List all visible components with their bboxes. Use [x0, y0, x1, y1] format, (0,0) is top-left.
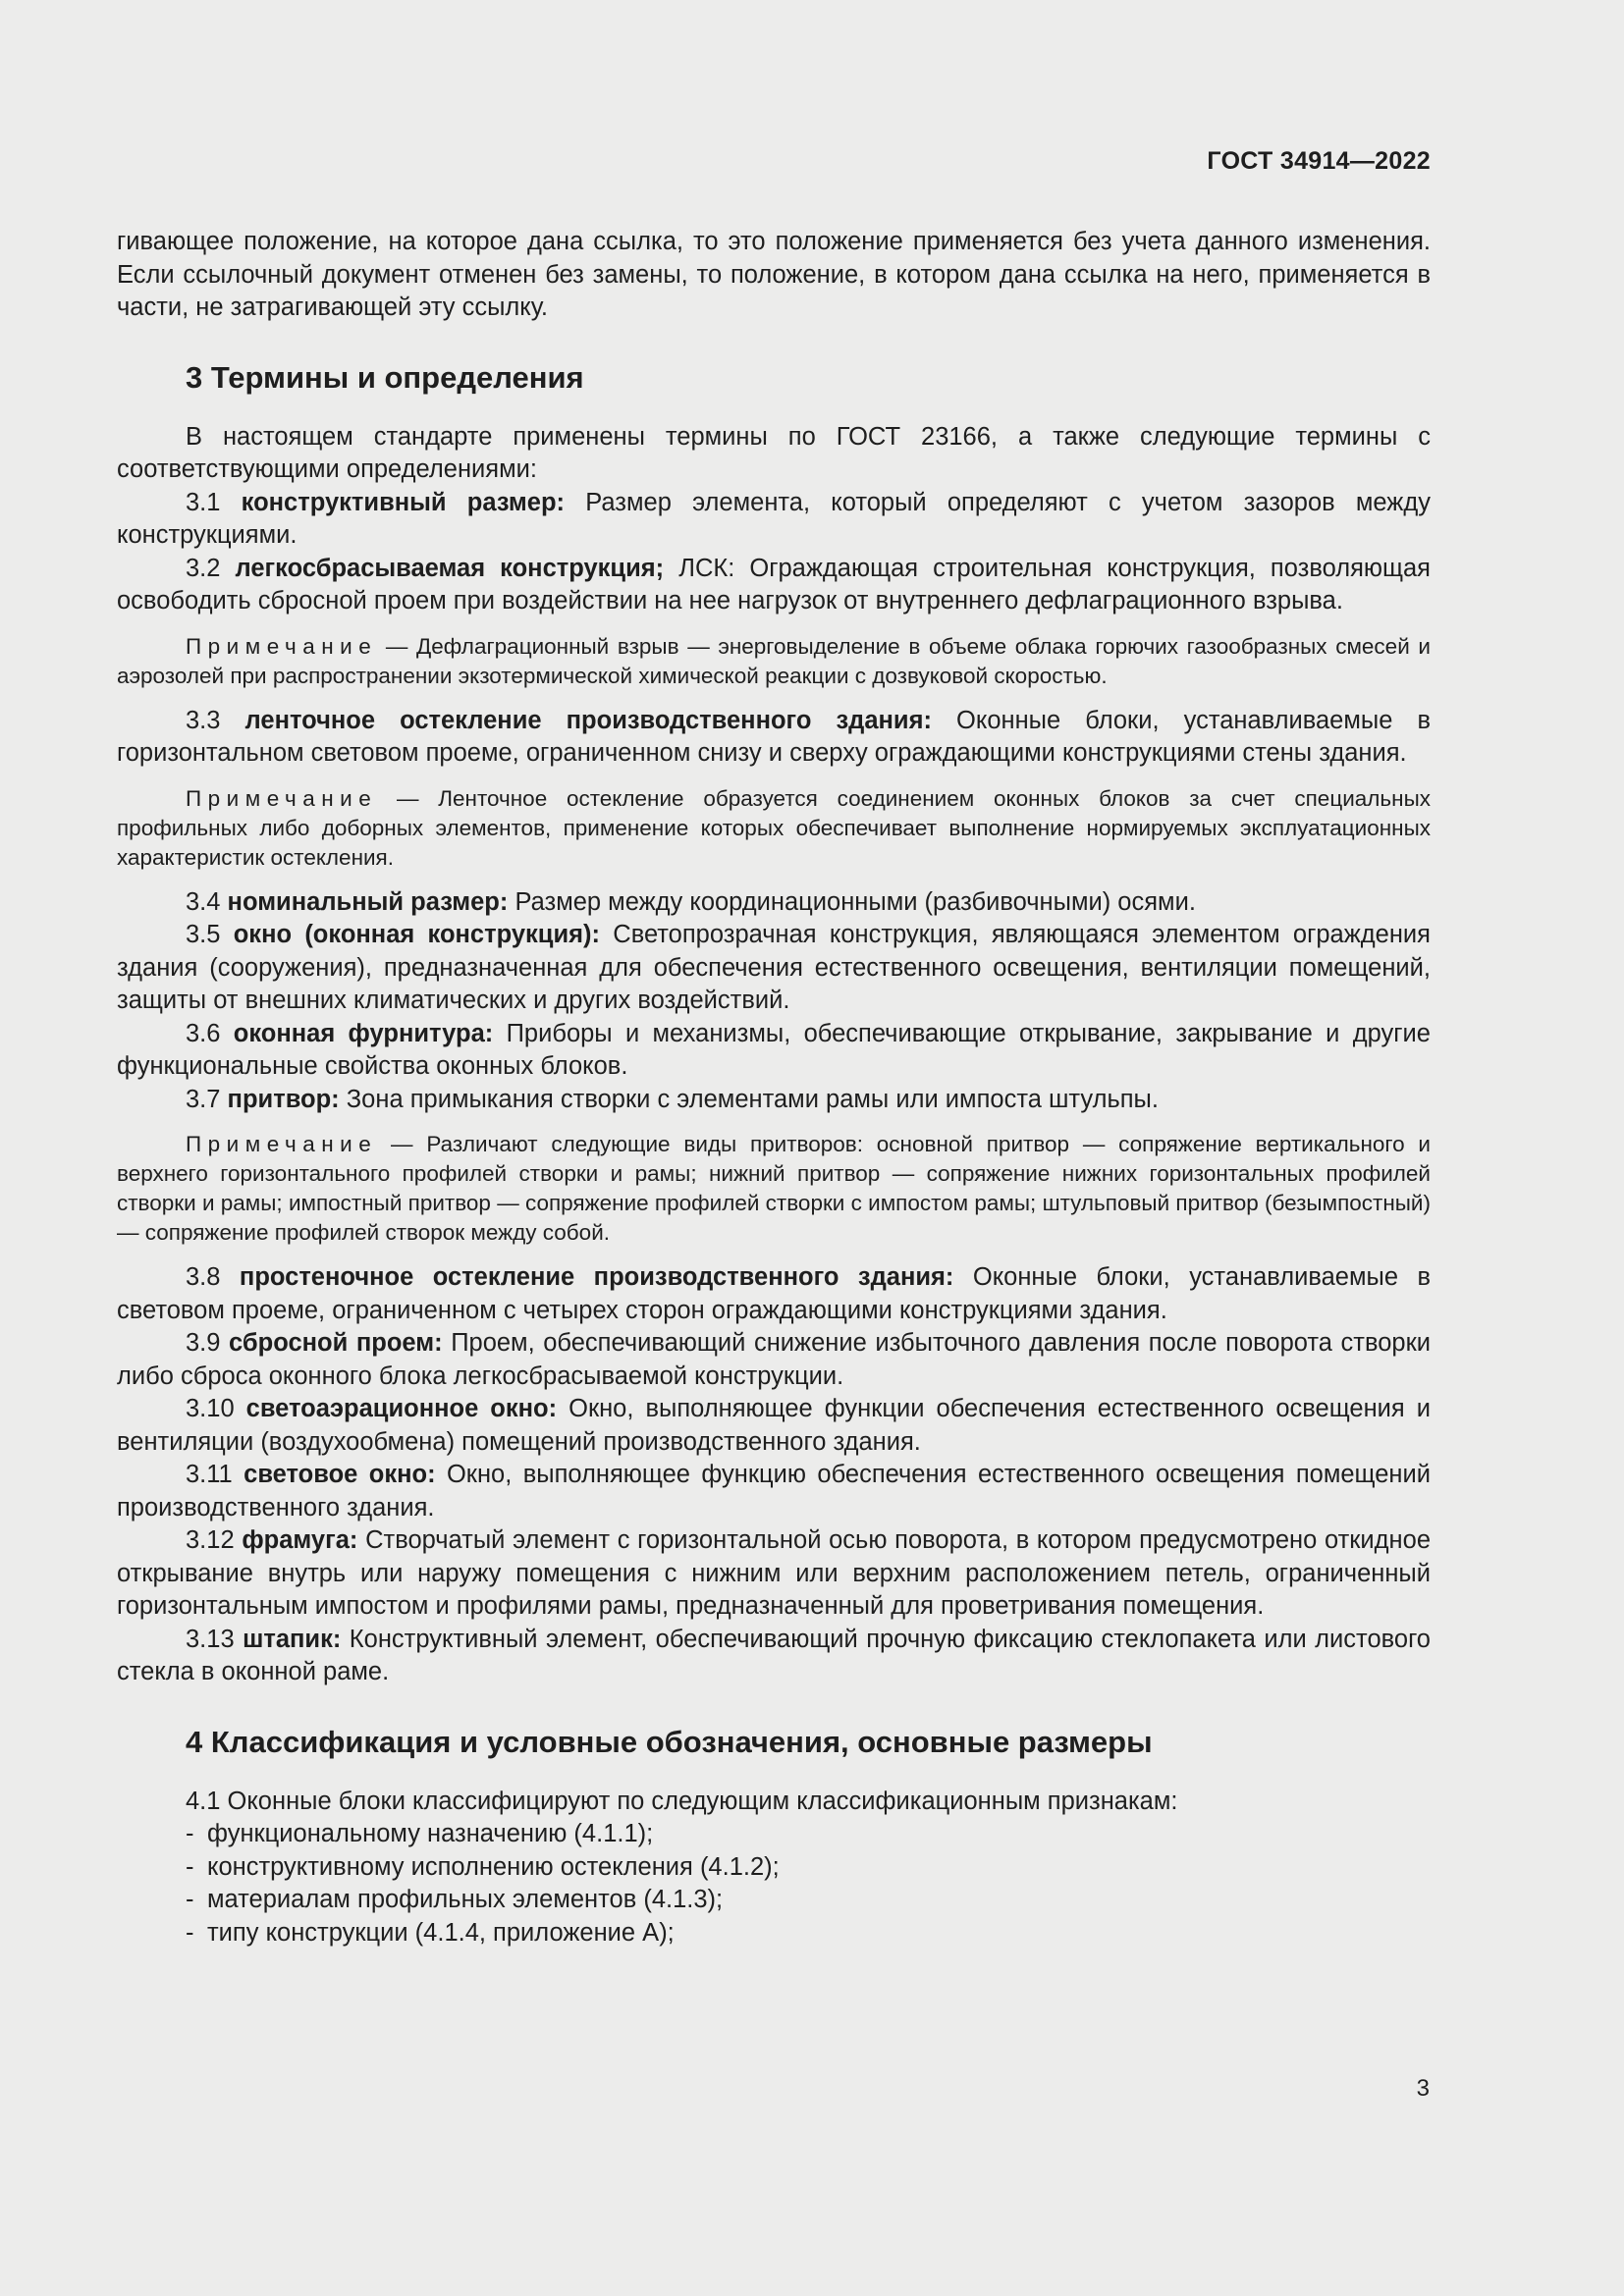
term-3-13: 3.13 штапик: Конструктивный элемент, обеспечивающий прочную фиксацию стеклопакета или листового стекла в оконной раме.	[117, 1625, 1431, 1685]
section-4-lead: 4.1 Оконные блоки классифицируют по следующим классификационным признакам:	[186, 1787, 1178, 1815]
list-item: - типу конструкции (4.1.4, приложение А);	[186, 1918, 675, 1947]
term-3-8: 3.8 простеночное остекление производственного здания: Оконные блоки, устанавливаемые в световом проеме, ограниченном с четырех сторон ограждающими конструкциями здания.	[117, 1263, 1432, 1324]
document-header: ГОСТ 34914—2022	[1207, 147, 1431, 175]
note-2: Примечание — Ленточное остекление образуется соединением оконных блоков за счет специальных профильных либо доборных элементов, применение которых обеспечивает выполнение нормируемых эксплуатационных характеристик остекления.	[117, 785, 1431, 870]
page-number: 3	[1416, 2075, 1430, 2102]
page-content	[117, 226, 1431, 1949]
note-3: Примечание — Различают следующие виды притворов: основной притвор — сопряжение вертикального и верхнего горизонтального профилей створки и рамы; нижний притвор — сопряжение нижних горизонтальных профилей створки и рамы; импостный притвор — сопряжение профилей створки с импостом рамы; штульповый притвор (безымпостный) — сопряжение профилей створок между собой.	[117, 1132, 1431, 1245]
list-item: - функциональному назначению (4.1.1);	[186, 1820, 654, 1847]
term-3-4: 3.4 номинальный размер: Размер между координационными (разбивочными) осями.	[186, 887, 1196, 916]
section-3-lead: В настоящем стандарте применены термины по ГОСТ 23166, а также следующие термины с соответствующими определениями:	[117, 422, 1431, 483]
term-3-12: 3.12 фрамуга: Створчатый элемент с горизонтальной осью поворота, в котором предусмотрено откидное открывание внутрь или наружу помещения с нижним или верхним расположением петель, ограниченный горизонтальным импостом и профилями рамы, предназначенный для проветривания помещения.	[117, 1526, 1432, 1620]
list-item: - конструктивному исполнению остекления (4.1.2);	[186, 1852, 780, 1881]
section-3-title: 3 Термины и определения	[186, 359, 584, 395]
note-1: Примечание — Дефлаграционный взрыв — энерговыделение в объеме облака горючих газообразных смесей и аэрозолей при распространении экзотермической химической реакции с дозвуковой скоростью.	[117, 633, 1431, 688]
term-3-7: 3.7 притвор: Зона примыкания створки с элементами рамы или импоста штульпы.	[186, 1085, 1159, 1113]
term-3-11: 3.11 световое окно: Окно, выполняющее функцию обеспечения естественного освещения помещений производственного здания.	[117, 1461, 1431, 1522]
term-3-10: 3.10 светоаэрационное окно: Окно, выполняющее функции обеспечения естественного освещения и вентиляции (воздухообмена) помещений производственного здания.	[117, 1395, 1431, 1456]
term-3-2: 3.2 легкосбрасываемая конструкция; ЛСК: Ограждающая строительная конструкция, позволяющая освободить сбросной проем при воздействии на нее нагрузок от внутреннего дефлаграционного взрыва.	[117, 554, 1431, 614]
section-4-title: 4 Классификация и условные обозначения, основные размеры	[186, 1724, 1153, 1759]
term-3-3: 3.3 ленточное остекление производственного здания: Оконные блоки, устанавливаемые в горизонтальном световом проеме, ограниченном снизу и сверху ограждающими конструкциями стены здания.	[117, 706, 1432, 767]
term-3-1: 3.1 конструктивный размер: Размер элемента, который определяют с учетом зазоров между конструкциями.	[117, 488, 1431, 549]
term-3-6: 3.6 оконная фурнитура: Приборы и механизмы, обеспечивающие открывание, закрывание и другие функциональные свойства оконных блоков.	[117, 1019, 1431, 1080]
list-item: - материалам профильных элементов (4.1.3);	[186, 1886, 724, 1913]
term-3-5: 3.5 окно (оконная конструкция): Светопрозрачная конструкция, являющаяся элементом ограждения здания (сооружения), предназначенная для обеспечения естественного освещения, вентиляции помещений, защиты от внешних климатических и других воздействий.	[117, 921, 1431, 1014]
intro-paragraph: гивающее положение, на которое дана ссылка, то это положение применяется без учета данного изменения. Если ссылочный документ отменен без замены, то положение, в котором дана ссылка на него, применяется в части, не затрагивающей эту ссылку.	[117, 228, 1431, 321]
term-3-9: 3.9 сбросной проем: Проем, обеспечивающий снижение избыточного давления после поворота створки либо сброса оконного блока легкосбрасываемой конструкции.	[117, 1329, 1431, 1390]
